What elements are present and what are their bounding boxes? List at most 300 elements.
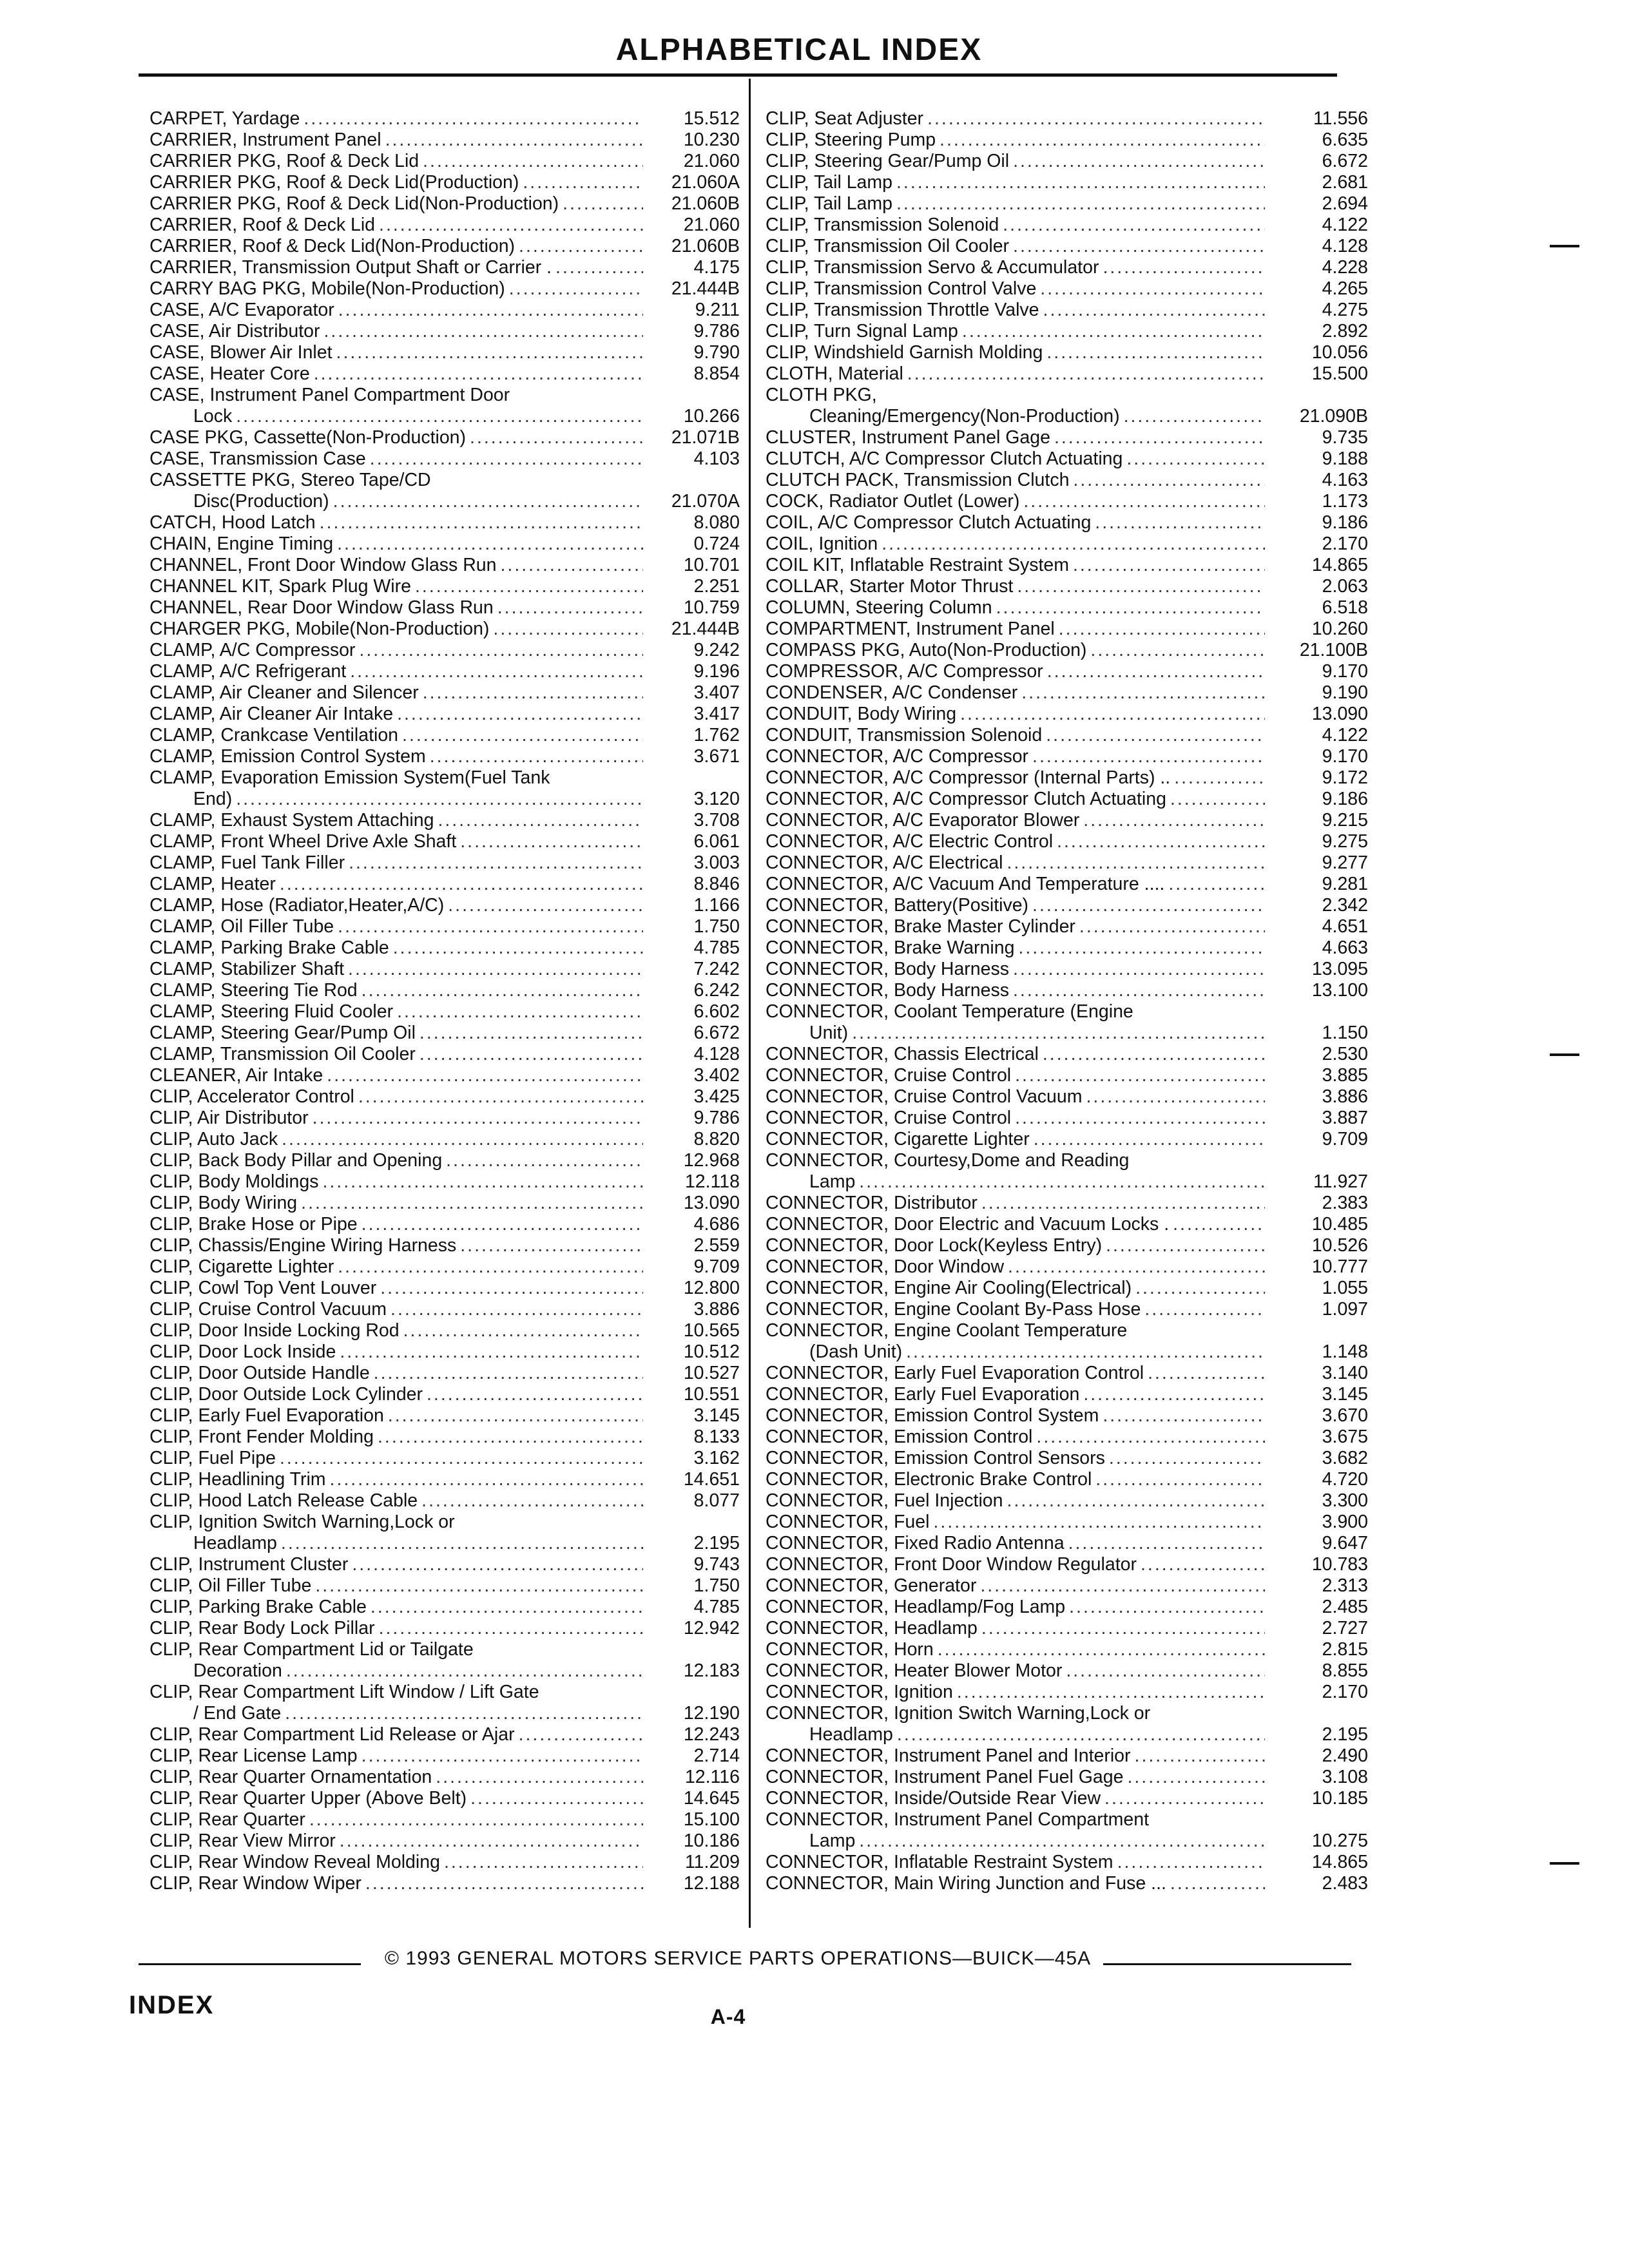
- entry-text: CLUTCH PACK, Transmission Clutch: [766, 470, 1070, 490]
- entry-reference: 8.077: [693, 1490, 740, 1511]
- dot-leader: [1099, 1405, 1265, 1427]
- entry-reference: 6.518: [1322, 597, 1368, 618]
- entry-text: CLIP, Cruise Control Vacuum: [149, 1299, 387, 1320]
- entry-reference: 4.122: [1322, 215, 1368, 235]
- index-entry: [766, 278, 1368, 300]
- index-entry: [149, 1724, 740, 1745]
- dot-leader: [1099, 257, 1265, 278]
- entry-reference: 4.122: [1322, 725, 1368, 745]
- entry-continuation: Lock: [193, 406, 233, 427]
- entry-reference: 6.635: [1322, 130, 1368, 150]
- entry-reference: 12.183: [683, 1660, 740, 1681]
- entry-text: CLAMP, Steering Gear/Pump Oil: [149, 1023, 416, 1043]
- entry-text: CLAMP, A/C Compressor: [149, 640, 356, 660]
- dot-leader: [374, 1427, 643, 1448]
- entry-text: CLAMP, Air Cleaner and Silencer: [149, 682, 419, 703]
- dot-leader: [278, 1129, 643, 1150]
- index-entry: [766, 746, 1368, 767]
- dot-leader: [878, 533, 1265, 555]
- dot-leader: [956, 704, 1265, 725]
- dot-leader: [1079, 1384, 1265, 1405]
- entry-text: CLAMP, Front Wheel Drive Axle Shaft: [149, 831, 457, 852]
- entry-text: CLIP, Auto Jack: [149, 1129, 278, 1149]
- dot-leader: [310, 363, 643, 385]
- index-entry: [766, 427, 1368, 448]
- dot-leader: [978, 1618, 1265, 1639]
- entry-reference: 12.190: [683, 1703, 740, 1724]
- index-entry: [149, 1108, 740, 1129]
- entry-reference: 2.342: [1322, 895, 1368, 916]
- entry-reference: 21.100B: [1299, 640, 1368, 660]
- entry-text: CONNECTOR, Cruise Control: [766, 1108, 1012, 1128]
- dot-leader: [346, 661, 643, 682]
- entry-reference: 2.483: [1322, 1873, 1368, 1894]
- entry-text: CLAMP, A/C Refrigerant: [149, 661, 347, 682]
- dot-leader: [1028, 895, 1265, 916]
- dot-leader: [419, 151, 643, 172]
- dot-leader: [419, 682, 643, 704]
- entry-reference: 4.686: [693, 1214, 740, 1235]
- entry-text: CLIP, Windshield Garnish Molding: [766, 342, 1043, 363]
- entry-reference: 21.071B: [671, 427, 740, 448]
- entry-reference: 8.133: [693, 1427, 740, 1447]
- index-entry: [149, 342, 740, 363]
- index-entry: [766, 1660, 1368, 1682]
- entry-reference: 10.777: [1311, 1256, 1368, 1277]
- entry-reference: 2.694: [1322, 193, 1368, 214]
- dot-leader: [1091, 512, 1265, 533]
- index-entry: [766, 1575, 1368, 1597]
- index-entry: [766, 1384, 1368, 1405]
- entry-text: CONNECTOR, Headlamp: [766, 1618, 978, 1639]
- entry-reference: 3.140: [1322, 1363, 1368, 1383]
- entry-text: CONNECTOR, Brake Warning: [766, 937, 1015, 958]
- entry-continuation: (Dash Unit): [809, 1341, 903, 1362]
- dot-leader: [300, 108, 643, 130]
- entry-text: CONNECTOR, Courtesy,Dome and Reading: [766, 1150, 1130, 1171]
- index-entry: [149, 257, 740, 278]
- index-entry: [149, 597, 740, 619]
- entry-reference: 4.785: [693, 1597, 740, 1617]
- dot-leader: [348, 1554, 643, 1575]
- dot-leader: [393, 1001, 643, 1023]
- page-title: ALPHABETICAL INDEX: [615, 33, 983, 67]
- dot-leader: [1032, 1427, 1265, 1448]
- index-entry: [766, 108, 1368, 130]
- dot-leader: [336, 1341, 643, 1363]
- index-entry: [149, 363, 740, 385]
- dot-leader: [1065, 1597, 1265, 1618]
- dot-leader: [398, 725, 643, 746]
- entry-reference: 21.444B: [671, 278, 740, 299]
- index-entry: [766, 1405, 1368, 1427]
- entry-reference: 3.108: [1322, 1767, 1368, 1787]
- index-entry: [149, 1831, 740, 1852]
- dot-leader: [297, 1193, 643, 1214]
- dot-leader: [1069, 470, 1265, 491]
- entry-text: CLIP, Front Fender Molding: [149, 1427, 374, 1447]
- entry-reference: 10.551: [683, 1384, 740, 1405]
- entry-text: CASE, Air Distributor: [149, 321, 320, 341]
- index-entry: [766, 1873, 1368, 1894]
- index-entry: [766, 1639, 1368, 1660]
- footer-copyright: © 1993 GENERAL MOTORS SERVICE PARTS OPERATIONS—BUICK—45A: [384, 1948, 1092, 1969]
- entry-text: COMPRESSOR, A/C Compressor: [766, 661, 1043, 682]
- dot-leader: [400, 1320, 643, 1341]
- entry-continuation: Lamp: [809, 1171, 856, 1192]
- entry-text: COIL, A/C Compressor Clutch Actuating: [766, 512, 1092, 533]
- entry-text: CLIP, Body Wiring: [149, 1193, 298, 1213]
- entry-text: CLUTCH, A/C Compressor Clutch Actuating: [766, 448, 1123, 469]
- dot-leader: [334, 300, 643, 321]
- entry-reference: 9.790: [693, 342, 740, 363]
- entry-text: COLLAR, Starter Motor Thrust: [766, 576, 1014, 597]
- dot-leader: [432, 1767, 643, 1788]
- index-entry: [149, 1448, 740, 1469]
- index-entry: [149, 1852, 740, 1873]
- dot-leader: [1009, 151, 1265, 172]
- entry-text: CLAMP, Steering Fluid Cooler: [149, 1001, 394, 1022]
- index-entry: [149, 895, 740, 916]
- index-entry: [149, 704, 740, 725]
- dot-leader: [1092, 1469, 1265, 1490]
- index-entry: [149, 215, 740, 236]
- dot-leader: [358, 1214, 643, 1235]
- entry-text: CLIP, Fuel Pipe: [149, 1448, 276, 1468]
- entry-reference: 2.313: [1322, 1575, 1368, 1596]
- entry-text: CARRIER, Transmission Output Shaft or Carrier .: [149, 257, 552, 278]
- entry-reference: 4.663: [1322, 937, 1368, 958]
- entry-text: CLAMP, Evaporation Emission System(Fuel Tank: [149, 767, 550, 788]
- entry-reference: 9.786: [693, 321, 740, 341]
- index-entry: [766, 1490, 1368, 1512]
- entry-text: CLIP, Rear Window Wiper: [149, 1873, 361, 1894]
- dot-leader: [326, 1469, 643, 1490]
- entry-reference: 4.275: [1322, 300, 1368, 320]
- entry-text: CLOTH, Material: [766, 363, 903, 384]
- dot-leader: [1123, 448, 1265, 470]
- entry-text: COMPARTMENT, Instrument Panel: [766, 619, 1055, 639]
- entry-text: CONNECTOR, Fuel Injection: [766, 1490, 1003, 1511]
- index-entry: [149, 1171, 740, 1193]
- entry-text: CONNECTOR, Door Lock(Keyless Entry): [766, 1235, 1103, 1256]
- dot-leader: [277, 1533, 643, 1554]
- entry-reference: 9.743: [693, 1554, 740, 1575]
- dot-leader: [467, 1788, 643, 1809]
- entry-text: CLIP, Ignition Switch Warning,Lock or: [149, 1512, 455, 1532]
- entry-reference: 3.407: [693, 682, 740, 703]
- index-entry: [766, 874, 1368, 895]
- entry-reference: 2.815: [1322, 1639, 1368, 1660]
- dot-leader: [1086, 640, 1265, 661]
- index-entry: [766, 215, 1368, 236]
- dot-leader: [934, 1639, 1265, 1660]
- margin-tick: [1550, 1053, 1579, 1056]
- index-entry: [149, 1341, 740, 1363]
- entry-text: CLIP, Parking Brake Cable: [149, 1597, 367, 1617]
- dot-leader: [389, 937, 643, 959]
- index-entry: [766, 1809, 1368, 1852]
- entry-text: CLIP, Rear Body Lock Pillar: [149, 1618, 375, 1639]
- dot-leader: [282, 1660, 643, 1682]
- entry-text: CLIP, Transmission Control Valve: [766, 278, 1037, 299]
- entry-reference: 10.527: [683, 1363, 740, 1383]
- entry-reference: 11.927: [1313, 1171, 1368, 1192]
- entry-text: CLAMP, Fuel Tank Filler: [149, 852, 345, 873]
- entry-reference: 10.512: [683, 1341, 740, 1362]
- dot-leader: [1075, 916, 1265, 937]
- dot-leader: [929, 1512, 1265, 1533]
- entry-text: CASE, Instrument Panel Compartment Door: [149, 385, 510, 405]
- entry-text: COLUMN, Steering Column: [766, 597, 992, 618]
- entry-reference: 3.145: [693, 1405, 740, 1426]
- dot-leader: [355, 640, 643, 661]
- index-entry: [766, 1214, 1368, 1235]
- entry-reference: 3.671: [693, 746, 740, 767]
- index-entry: [149, 1320, 740, 1341]
- index-entry: [766, 1001, 1368, 1044]
- index-entry: [149, 767, 740, 810]
- entry-reference: 21.060A: [671, 172, 740, 193]
- entry-text: CLIP, Door Lock Inside: [149, 1341, 336, 1362]
- dot-leader: [320, 321, 644, 342]
- entry-reference: 21.060: [683, 215, 740, 235]
- entry-reference: 4.228: [1322, 257, 1368, 278]
- entry-reference: 10.565: [683, 1320, 740, 1341]
- entry-reference: 2.727: [1322, 1618, 1368, 1639]
- entry-text: CONNECTOR, Heater Blower Motor: [766, 1660, 1063, 1681]
- dot-leader: [1166, 1873, 1265, 1894]
- entry-text: CONNECTOR, Early Fuel Evaporation Control: [766, 1363, 1144, 1383]
- dot-leader: [393, 704, 643, 725]
- index-entry: [766, 682, 1368, 704]
- entry-reference: 4.128: [1322, 236, 1368, 256]
- entry-text: CLEANER, Air Intake: [149, 1065, 323, 1086]
- entry-text: CLIP, Transmission Solenoid: [766, 215, 999, 235]
- column-divider: [749, 79, 751, 1928]
- dot-leader: [418, 1490, 643, 1512]
- entry-text: CHANNEL, Front Door Window Glass Run: [149, 555, 497, 575]
- index-entry: [149, 1554, 740, 1575]
- dot-leader: [902, 1341, 1265, 1363]
- index-entry: [149, 172, 740, 193]
- entry-reference: 1.150: [1322, 1023, 1368, 1043]
- entry-reference: 3.670: [1322, 1405, 1368, 1426]
- dot-leader: [1141, 1299, 1265, 1320]
- entry-text: CLAMP, Stabilizer Shaft: [149, 959, 345, 979]
- entry-reference: 9.786: [693, 1108, 740, 1128]
- index-entry: [766, 1703, 1368, 1745]
- dot-leader: [1004, 1256, 1265, 1278]
- dot-leader: [978, 1193, 1265, 1214]
- dot-leader: [333, 533, 643, 555]
- entry-reference: 2.195: [693, 1533, 740, 1553]
- entry-reference: 9.215: [1322, 810, 1368, 831]
- entry-reference: 0.724: [693, 533, 740, 554]
- entry-reference: 1.055: [1322, 1278, 1368, 1298]
- index-entry: [766, 1448, 1368, 1469]
- index-entry: [149, 1278, 740, 1299]
- dot-leader: [1003, 1490, 1266, 1512]
- entry-text: CONNECTOR, Front Door Window Regulator: [766, 1554, 1137, 1575]
- index-entry: [149, 831, 740, 852]
- entry-text: CLIP, Brake Hose or Pipe: [149, 1214, 358, 1235]
- index-entry: [149, 810, 740, 831]
- index-entry: [766, 619, 1368, 640]
- entry-reference: 1.173: [1322, 491, 1368, 512]
- entry-reference: 2.170: [1322, 1682, 1368, 1702]
- entry-text: CATCH, Hood Latch: [149, 512, 316, 533]
- dot-leader: [1043, 342, 1265, 363]
- dot-leader: [232, 789, 643, 810]
- entry-text: CLIP, Rear Compartment Lid Release or Ajar: [149, 1724, 515, 1745]
- dot-leader: [1011, 1065, 1265, 1086]
- entry-text: CLAMP, Air Cleaner Air Intake: [149, 704, 394, 724]
- entry-reference: 10.701: [683, 555, 740, 575]
- entry-reference: 6.242: [693, 980, 740, 1001]
- dot-leader: [1113, 1852, 1265, 1873]
- entry-text: CLIP, Oil Filler Tube: [149, 1575, 312, 1596]
- entry-text: CONNECTOR, Emission Control System: [766, 1405, 1099, 1426]
- entry-text: CONNECTOR, Brake Master Cylinder: [766, 916, 1075, 937]
- index-entry: [766, 937, 1368, 959]
- index-entry: [149, 1767, 740, 1788]
- entry-text: CLIP, Rear Compartment Lid or Tailgate: [149, 1639, 474, 1660]
- dot-leader: [893, 1724, 1265, 1745]
- index-entry: [766, 1618, 1368, 1639]
- entry-reference: 2.559: [693, 1235, 740, 1256]
- entry-text: CONNECTOR, Generator: [766, 1575, 977, 1596]
- dot-leader: [1019, 491, 1265, 512]
- entry-reference: 13.100: [1311, 980, 1368, 1001]
- index-entry: [766, 172, 1368, 193]
- index-entry: [149, 193, 740, 215]
- dot-leader: [281, 1703, 643, 1724]
- index-entry: [149, 980, 740, 1001]
- entry-text: CONNECTOR, Body Harness: [766, 980, 1009, 1001]
- entry-text: CLAMP, Steering Tie Rod: [149, 980, 358, 1001]
- dot-leader: [1132, 1278, 1265, 1299]
- entry-reference: 9.211: [695, 300, 740, 320]
- entry-text: CONNECTOR, Battery(Positive): [766, 895, 1029, 916]
- entry-text: CONNECTOR, A/C Vacuum And Temperature ....: [766, 874, 1165, 894]
- entry-reference: 10.275: [1311, 1831, 1368, 1851]
- entry-reference: 21.090B: [1299, 406, 1368, 427]
- dot-leader: [387, 1299, 643, 1320]
- dot-leader: [1166, 789, 1265, 810]
- entry-continuation: Headlamp: [809, 1724, 893, 1745]
- entry-reference: 10.485: [1311, 1214, 1368, 1235]
- index-entry: [766, 1363, 1368, 1384]
- entry-text: CONNECTOR, Inside/Outside Rear View: [766, 1788, 1101, 1809]
- entry-text: CLIP, Rear View Mirror: [149, 1831, 336, 1851]
- entry-text: CLIP, Door Outside Lock Cylinder: [149, 1384, 423, 1405]
- entry-text: CONNECTOR, Engine Coolant Temperature: [766, 1320, 1128, 1341]
- index-entry: [766, 831, 1368, 852]
- index-entry: [766, 555, 1368, 576]
- entry-reference: 8.080: [693, 512, 740, 533]
- dot-leader: [992, 597, 1265, 619]
- entry-text: CONDUIT, Transmission Solenoid: [766, 725, 1043, 745]
- dot-leader: [232, 406, 643, 427]
- index-entry: [149, 682, 740, 704]
- entry-text: COMPASS PKG, Auto(Non-Production): [766, 640, 1087, 660]
- entry-text: CLIP, Cowl Top Vent Louver: [149, 1278, 377, 1298]
- index-entry: [149, 1788, 740, 1809]
- entry-text: CASE, Transmission Case: [149, 448, 366, 469]
- index-entry: [766, 533, 1368, 555]
- entry-continuation: Headlamp: [193, 1533, 277, 1553]
- entry-text: CLIP, Turn Signal Lamp: [766, 321, 958, 341]
- dot-leader: [366, 448, 643, 470]
- entry-reference: 21.070A: [671, 491, 740, 512]
- index-entry: [766, 810, 1368, 831]
- index-entry: [149, 1618, 740, 1639]
- index-entry: [149, 300, 740, 321]
- entry-text: CONNECTOR, Fixed Radio Antenna: [766, 1533, 1065, 1553]
- entry-text: CARRIER, Roof & Deck Lid: [149, 215, 376, 235]
- dot-leader: [505, 278, 643, 300]
- entry-reference: 3.708: [693, 810, 740, 831]
- index-entry: [149, 385, 740, 427]
- index-entry: [766, 1256, 1368, 1278]
- entry-reference: 10.186: [683, 1831, 740, 1851]
- entry-text: CHARGER PKG, Mobile(Non-Production): [149, 619, 490, 639]
- dot-leader: [515, 1724, 643, 1745]
- entry-reference: 2.485: [1322, 1597, 1368, 1617]
- entry-text: CLAMP, Crankcase Ventilation: [149, 725, 399, 745]
- entry-text: CLIP, Rear Quarter Ornamentation: [149, 1767, 432, 1787]
- entry-text: CONNECTOR, Horn: [766, 1639, 934, 1660]
- dot-leader: [336, 1831, 643, 1852]
- index-entry: [149, 321, 740, 342]
- entry-reference: 2.063: [1322, 576, 1368, 597]
- dot-leader: [1144, 1363, 1265, 1384]
- entry-continuation: Unit): [809, 1023, 849, 1043]
- index-entry: [766, 236, 1368, 257]
- entry-reference: 13.090: [683, 1193, 740, 1213]
- entry-reference: 9.190: [1322, 682, 1368, 703]
- entry-text: CONNECTOR, Cigarette Lighter: [766, 1129, 1030, 1149]
- index-entry: [149, 874, 740, 895]
- dot-leader: [1009, 236, 1265, 257]
- index-entry: [766, 193, 1368, 215]
- entry-text: CLAMP, Oil Filler Tube: [149, 916, 334, 937]
- entry-reference: 10.266: [683, 406, 740, 427]
- entry-text: CLAMP, Emission Control System: [149, 746, 426, 767]
- entry-text: CHAIN, Engine Timing: [149, 533, 334, 554]
- dot-leader: [1137, 1554, 1265, 1575]
- index-entry: [766, 151, 1368, 172]
- dot-leader: [953, 1682, 1265, 1703]
- index-entry: [149, 1873, 740, 1894]
- entry-text: CLIP, Transmission Servo & Accumulator: [766, 257, 1099, 278]
- footer-rule-right: [1103, 1963, 1351, 1965]
- entry-reference: 2.530: [1322, 1044, 1368, 1064]
- entry-reference: 3.886: [1322, 1086, 1368, 1107]
- entry-reference: 9.188: [1322, 448, 1368, 469]
- entry-reference: 8.855: [1322, 1660, 1368, 1681]
- entry-reference: 3.120: [693, 789, 740, 809]
- entry-reference: 14.651: [683, 1469, 740, 1490]
- entry-reference: 2.251: [693, 576, 740, 597]
- index-entry: [149, 937, 740, 959]
- index-entry: [766, 640, 1368, 661]
- index-entry: [149, 1235, 740, 1256]
- entry-reference: 2.490: [1322, 1745, 1368, 1766]
- entry-reference: 12.116: [684, 1767, 740, 1787]
- dot-leader: [1036, 278, 1265, 300]
